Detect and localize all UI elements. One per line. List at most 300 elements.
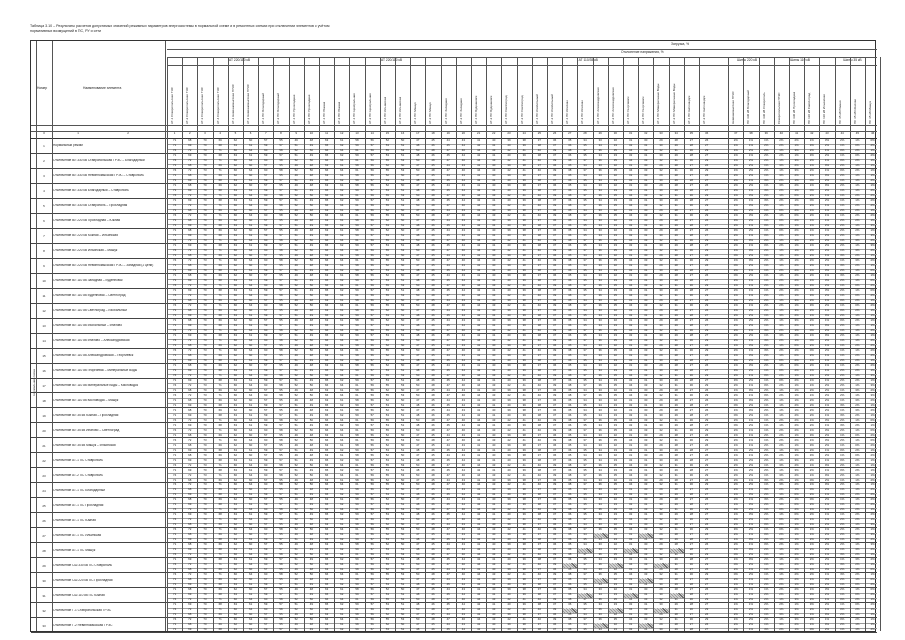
table-cell: 2% — [728, 523, 743, 526]
table-cell: 37 — [547, 189, 562, 192]
table-cell: 35 — [562, 139, 577, 142]
table-cell: 41 — [517, 384, 532, 387]
table-cell: 37 — [547, 548, 562, 551]
table-cell: 2% — [774, 498, 789, 501]
table-cell: 2% — [774, 304, 789, 307]
table-cell: 34 — [623, 528, 638, 531]
table-cell: 48 — [304, 613, 319, 616]
table-cell: 39 — [547, 204, 562, 207]
table-cell: 2% — [774, 628, 789, 631]
column-header: АТ-1 ПС Минеральные Воды — [657, 67, 660, 124]
table-cell: 70 — [197, 189, 212, 192]
table-cell: 44 — [441, 264, 456, 267]
table-cell: 43 — [486, 608, 501, 611]
table-cell: 1% — [865, 309, 880, 312]
table-cell: 27 — [684, 523, 699, 526]
table-cell: 49 — [304, 558, 319, 561]
table-cell: 29 — [653, 523, 668, 526]
table-cell: 46 — [456, 159, 471, 162]
table-cell: 41 — [486, 603, 501, 606]
table-cell: 66 — [319, 214, 334, 217]
table-cell: 3% — [789, 598, 804, 601]
table-cell: 42 — [471, 289, 486, 292]
table-cell: 63 — [319, 498, 334, 501]
table-cell: 56 — [365, 588, 380, 591]
table-cell: 26 — [699, 389, 714, 392]
row-number: 21 — [37, 444, 51, 448]
table-cell: 66 — [319, 553, 334, 556]
table-cell: 68 — [182, 254, 197, 257]
table-cell: 51 — [395, 593, 410, 596]
table-cell: 34 — [577, 219, 592, 222]
table-cell: 31 — [669, 214, 684, 217]
grid-line — [395, 57, 396, 631]
table-cell: 45 — [441, 538, 456, 541]
table-cell: 31 — [623, 254, 638, 257]
table-cell: 29 — [699, 249, 714, 252]
table-cell: 1% — [819, 364, 834, 367]
table-cell: 30 — [653, 593, 668, 596]
table-cell: 71 — [167, 444, 182, 447]
table-cell: 1% — [759, 518, 774, 521]
table-cell: 44 — [441, 588, 456, 591]
table-cell: 47 — [441, 419, 456, 422]
table-cell: 64 — [334, 194, 349, 197]
row-element-name: Отключение ВЛ 110 кВ Западная – Буденновск — [53, 279, 165, 283]
table-cell: 31 — [623, 264, 638, 267]
table-cell: 47 — [410, 498, 425, 501]
table-cell: 57 — [273, 414, 288, 417]
table-cell: 1% — [835, 284, 850, 287]
table-cell: 35 — [577, 269, 592, 272]
table-cell: 69 — [182, 424, 197, 427]
table-cell: 36 — [593, 284, 608, 287]
row-element-name: Отключение ВЛ 110 кВ Александровская – Георгиевск — [53, 354, 165, 358]
column-header: ПС 330 кВ Ставрополь — [763, 67, 766, 124]
table-cell: 64 — [243, 474, 258, 477]
table-cell: 47 — [441, 608, 456, 611]
table-cell: 70 — [197, 558, 212, 561]
table-cell: 68 — [182, 209, 197, 212]
table-cell: 2% — [819, 294, 834, 297]
table-cell: 2% — [743, 459, 758, 462]
table-cell: 2% — [789, 573, 804, 576]
table-cell: 72 — [182, 304, 197, 307]
table-cell: 2% — [865, 513, 880, 516]
table-cell: 1% — [804, 483, 819, 486]
table-cell: 37 — [577, 204, 592, 207]
table-cell: 38 — [517, 498, 532, 501]
table-cell: 30 — [638, 434, 653, 437]
table-cell: 36 — [547, 578, 562, 581]
table-cell: 33 — [608, 459, 623, 462]
table-cell: 32 — [608, 264, 623, 267]
table-cell: 33 — [608, 493, 623, 496]
table-cell: 0% — [819, 314, 834, 317]
table-cell: 32 — [608, 139, 623, 142]
table-cell: 50 — [410, 194, 425, 197]
table-cell: 2% — [804, 404, 819, 407]
table-cell: 39 — [517, 583, 532, 586]
table-cell: 35 — [608, 429, 623, 432]
table-cell: 47 — [441, 483, 456, 486]
table-cell: 46 — [425, 459, 440, 462]
table-cell: 29 — [669, 234, 684, 237]
table-cell: 44 — [471, 429, 486, 432]
table-cell: 57 — [365, 449, 380, 452]
table-cell: 70 — [197, 344, 212, 347]
table-cell: 31 — [623, 444, 638, 447]
column-header: ПС 35 кВ Машук — [869, 67, 872, 124]
table-cell: 2% — [743, 184, 758, 187]
table-cell: 40 — [501, 154, 516, 157]
table-cell: 56 — [365, 533, 380, 536]
table-cell: 38 — [517, 399, 532, 402]
table-cell: 33 — [638, 259, 653, 262]
table-cell: 40 — [532, 169, 547, 172]
table-cell: 1% — [774, 389, 789, 392]
table-cell: 34 — [593, 538, 608, 541]
table-cell: 58 — [349, 434, 364, 437]
column-number: 11 — [319, 132, 334, 135]
table-cell: 2% — [804, 414, 819, 417]
table-cell: 3% — [728, 379, 743, 382]
table-cell: 38 — [517, 319, 532, 322]
table-cell: 73 — [197, 608, 212, 611]
table-cell: 32 — [653, 553, 668, 556]
table-cell: 0% — [743, 259, 758, 262]
table-cell: 41 — [517, 483, 532, 486]
table-cell: 1% — [728, 399, 743, 402]
table-cell: 33 — [638, 204, 653, 207]
table-cell: 48 — [425, 329, 440, 332]
table-cell: 43 — [456, 444, 471, 447]
table-cell: 1% — [789, 583, 804, 586]
table-cell: 0% — [743, 249, 758, 252]
table-cell: 33 — [638, 239, 653, 242]
table-cell: 29 — [653, 264, 668, 267]
table-cell: 2% — [728, 479, 743, 482]
table-cell: 63 — [228, 449, 243, 452]
table-cell: 57 — [273, 189, 288, 192]
table-cell: 42 — [471, 359, 486, 362]
table-cell: 62 — [334, 289, 349, 292]
table-cell: 70 — [197, 488, 212, 491]
table-cell: 0% — [835, 618, 850, 621]
table-cell: 70 — [197, 613, 212, 616]
table-cell: 0% — [865, 269, 880, 272]
table-cell: 63 — [319, 254, 334, 257]
table-cell: 39 — [547, 349, 562, 352]
table-cell: 32 — [608, 543, 623, 546]
table-cell: 35 — [577, 503, 592, 506]
table-cell: 48 — [410, 279, 425, 282]
table-cell: 51 — [289, 513, 304, 516]
table-cell: 32 — [623, 469, 638, 472]
table-cell: 2% — [759, 299, 774, 302]
table-cell: 1% — [728, 204, 743, 207]
table-cell: 36 — [593, 429, 608, 432]
table-cell: 42 — [501, 384, 516, 387]
table-cell: 33 — [608, 269, 623, 272]
table-cell: 2% — [743, 563, 758, 566]
table-cell: 30 — [684, 284, 699, 287]
table-cell: 62 — [228, 364, 243, 367]
table-cell: 48 — [304, 523, 319, 526]
table-cell: 55 — [273, 354, 288, 357]
table-cell: 46 — [425, 359, 440, 362]
table-row — [31, 573, 877, 588]
table-cell: 40 — [532, 249, 547, 252]
table-cell: 71 — [167, 593, 182, 596]
table-cell: 48 — [425, 239, 440, 242]
table-cell: 1% — [804, 374, 819, 377]
table-cell: 59 — [365, 419, 380, 422]
table-cell: 30 — [684, 294, 699, 297]
table-cell: 37 — [577, 384, 592, 387]
table-cell: 66 — [319, 528, 334, 531]
table-cell: 2% — [789, 483, 804, 486]
table-cell: 48 — [410, 593, 425, 596]
table-cell: 2% — [835, 184, 850, 187]
table-cell: 39 — [517, 199, 532, 202]
table-cell: 61 — [349, 159, 364, 162]
table-cell: 31 — [638, 269, 653, 272]
table-cell: 35 — [577, 603, 592, 606]
table-cell: 2% — [743, 449, 758, 452]
table-cell: 50 — [410, 573, 425, 576]
table-cell: 31 — [638, 548, 653, 551]
table-cell: 40 — [532, 394, 547, 397]
table-cell: 68 — [182, 588, 197, 591]
table-cell: 27 — [684, 389, 699, 392]
table-cell: 1% — [835, 144, 850, 147]
table-cell: 57 — [365, 199, 380, 202]
table-cell: 2% — [850, 553, 865, 556]
table-cell: 51 — [395, 324, 410, 327]
table-cell: 70 — [197, 274, 212, 277]
table-cell: 56 — [365, 578, 380, 581]
table-cell: 58 — [349, 543, 364, 546]
table-cell: 74 — [167, 518, 182, 521]
table-cell: 46 — [425, 244, 440, 247]
table-cell: 56 — [365, 274, 380, 277]
table-cell: 34 — [577, 479, 592, 482]
table-cell: 72 — [182, 573, 197, 576]
table-cell: 2% — [804, 239, 819, 242]
table-cell: 53 — [395, 339, 410, 342]
table-cell: 2% — [789, 219, 804, 222]
table-cell: 46 — [425, 469, 440, 472]
table-cell: 59 — [258, 144, 273, 147]
table-cell: 31 — [623, 219, 638, 222]
table-cell: 30 — [638, 389, 653, 392]
table-cell: 28 — [669, 354, 684, 357]
table-cell: 39 — [517, 503, 532, 506]
table-cell: 1% — [865, 274, 880, 277]
table-cell: 41 — [486, 469, 501, 472]
table-cell: 1% — [728, 444, 743, 447]
table-cell: 2% — [835, 613, 850, 616]
table-cell: 1% — [774, 424, 789, 427]
table-cell: 57 — [258, 543, 273, 546]
table-cell: 31 — [623, 209, 638, 212]
table-cell: 43 — [456, 209, 471, 212]
table-cell: 2% — [819, 224, 834, 227]
grid-line — [213, 57, 214, 631]
table-cell: 38 — [517, 533, 532, 536]
table-cell: 50 — [395, 613, 410, 616]
table-cell: 64 — [334, 608, 349, 611]
table-cell: 30 — [653, 224, 668, 227]
table-cell: 57 — [365, 324, 380, 327]
table-cell: 65 — [319, 324, 334, 327]
table-cell: 56 — [365, 364, 380, 367]
table-cell: 60 — [258, 394, 273, 397]
table-cell: 72 — [182, 464, 197, 467]
table-cell: 43 — [486, 194, 501, 197]
table-cell: 29 — [699, 294, 714, 297]
table-cell: 1% — [728, 194, 743, 197]
table-cell: 1% — [789, 154, 804, 157]
table-cell: 41 — [486, 324, 501, 327]
table-cell: 27 — [699, 603, 714, 606]
table-cell: 2% — [743, 319, 758, 322]
table-cell: 73 — [197, 204, 212, 207]
table-cell: 33 — [593, 399, 608, 402]
table-cell: 2% — [728, 184, 743, 187]
table-cell: 34 — [577, 578, 592, 581]
table-cell: 59 — [349, 154, 364, 157]
table-cell: 69 — [213, 454, 228, 457]
table-cell: 3% — [728, 219, 743, 222]
table-cell: 3% — [759, 628, 774, 631]
table-cell: 1% — [850, 164, 865, 167]
table-cell: 28 — [669, 623, 684, 626]
table-cell: 30 — [653, 558, 668, 561]
table-cell: 64 — [243, 214, 258, 217]
table-cell: 1% — [759, 429, 774, 432]
data-table — [30, 40, 876, 632]
table-cell: 58 — [349, 174, 364, 177]
table-cell: 32 — [653, 384, 668, 387]
table-cell: 59 — [365, 159, 380, 162]
column-number: 7 — [258, 132, 273, 135]
table-cell: 2% — [819, 304, 834, 307]
column-header: АТ-2 Ставропольская ТЭС — [186, 67, 189, 124]
table-cell: 69 — [213, 164, 228, 167]
table-cell: 34 — [593, 603, 608, 606]
table-cell: 40 — [486, 164, 501, 167]
table-cell: 2% — [728, 339, 743, 342]
table-cell: 42 — [501, 204, 516, 207]
table-cell: 31 — [623, 354, 638, 357]
table-cell: 28 — [669, 543, 684, 546]
table-cell: 31 — [669, 553, 684, 556]
table-cell: 2% — [728, 199, 743, 202]
table-cell: 56 — [365, 409, 380, 412]
table-cell: 2% — [743, 274, 758, 277]
table-cell: 38 — [562, 474, 577, 477]
table-cell: 52 — [380, 229, 395, 232]
table-cell: 33 — [593, 389, 608, 392]
table-cell: 41 — [517, 464, 532, 467]
table-cell: 71 — [167, 628, 182, 631]
table-cell: 48 — [304, 444, 319, 447]
table-cell: 39 — [501, 139, 516, 142]
table-cell: 43 — [486, 259, 501, 262]
table-cell: 48 — [425, 304, 440, 307]
table-cell: 31 — [623, 344, 638, 347]
table-cell: 35 — [577, 359, 592, 362]
table-cell: 1% — [743, 439, 758, 442]
table-cell: 38 — [532, 199, 547, 202]
table-cell: 32 — [653, 573, 668, 576]
table-cell: 52 — [380, 139, 395, 142]
table-cell: 58 — [273, 249, 288, 252]
table-cell: 1% — [789, 444, 804, 447]
table-cell: 72 — [182, 204, 197, 207]
table-cell: 2% — [850, 563, 865, 566]
table-cell: 0% — [835, 319, 850, 322]
table-cell: 61 — [334, 498, 349, 501]
table-cell: 60 — [243, 479, 258, 482]
table-cell: 52 — [380, 264, 395, 267]
table-cell: 35 — [562, 543, 577, 546]
table-cell: 48 — [304, 184, 319, 187]
table-cell: 57 — [365, 279, 380, 282]
table-cell: 1% — [759, 334, 774, 337]
table-cell: 70 — [197, 359, 212, 362]
table-cell: 63 — [228, 359, 243, 362]
table-cell: 34 — [623, 394, 638, 397]
table-cell: 32 — [623, 189, 638, 192]
table-cell: 2% — [789, 254, 804, 257]
table-cell: 44 — [456, 449, 471, 452]
table-cell: 2% — [759, 159, 774, 162]
table-cell: 50 — [304, 169, 319, 172]
table-cell: 2% — [804, 598, 819, 601]
table-cell: 2% — [865, 503, 880, 506]
table-cell: 30 — [684, 618, 699, 621]
table-cell: 2% — [728, 329, 743, 332]
table-cell: 37 — [547, 144, 562, 147]
grid-line — [577, 57, 578, 631]
table-cell: 1% — [804, 184, 819, 187]
table-cell: 37 — [547, 324, 562, 327]
table-cell: 1% — [865, 319, 880, 322]
table-cell: 36 — [547, 254, 562, 257]
table-cell: 2% — [743, 229, 758, 232]
table-cell: 28 — [684, 324, 699, 327]
table-cell: 64 — [334, 553, 349, 556]
table-row — [31, 154, 877, 169]
table-cell: 59 — [365, 553, 380, 556]
table-cell: 32 — [653, 474, 668, 477]
table-cell: 59 — [365, 249, 380, 252]
table-cell: 38 — [517, 309, 532, 312]
row-number: 5 — [37, 204, 51, 208]
table-cell: 29 — [699, 239, 714, 242]
table-cell: 61 — [349, 239, 364, 242]
table-cell: 60 — [258, 608, 273, 611]
table-cell: 35 — [577, 449, 592, 452]
table-cell: 30 — [638, 454, 653, 457]
table-cell: 66 — [319, 349, 334, 352]
table-cell: 36 — [562, 593, 577, 596]
table-cell: 73 — [197, 339, 212, 342]
table-cell: 63 — [228, 289, 243, 292]
